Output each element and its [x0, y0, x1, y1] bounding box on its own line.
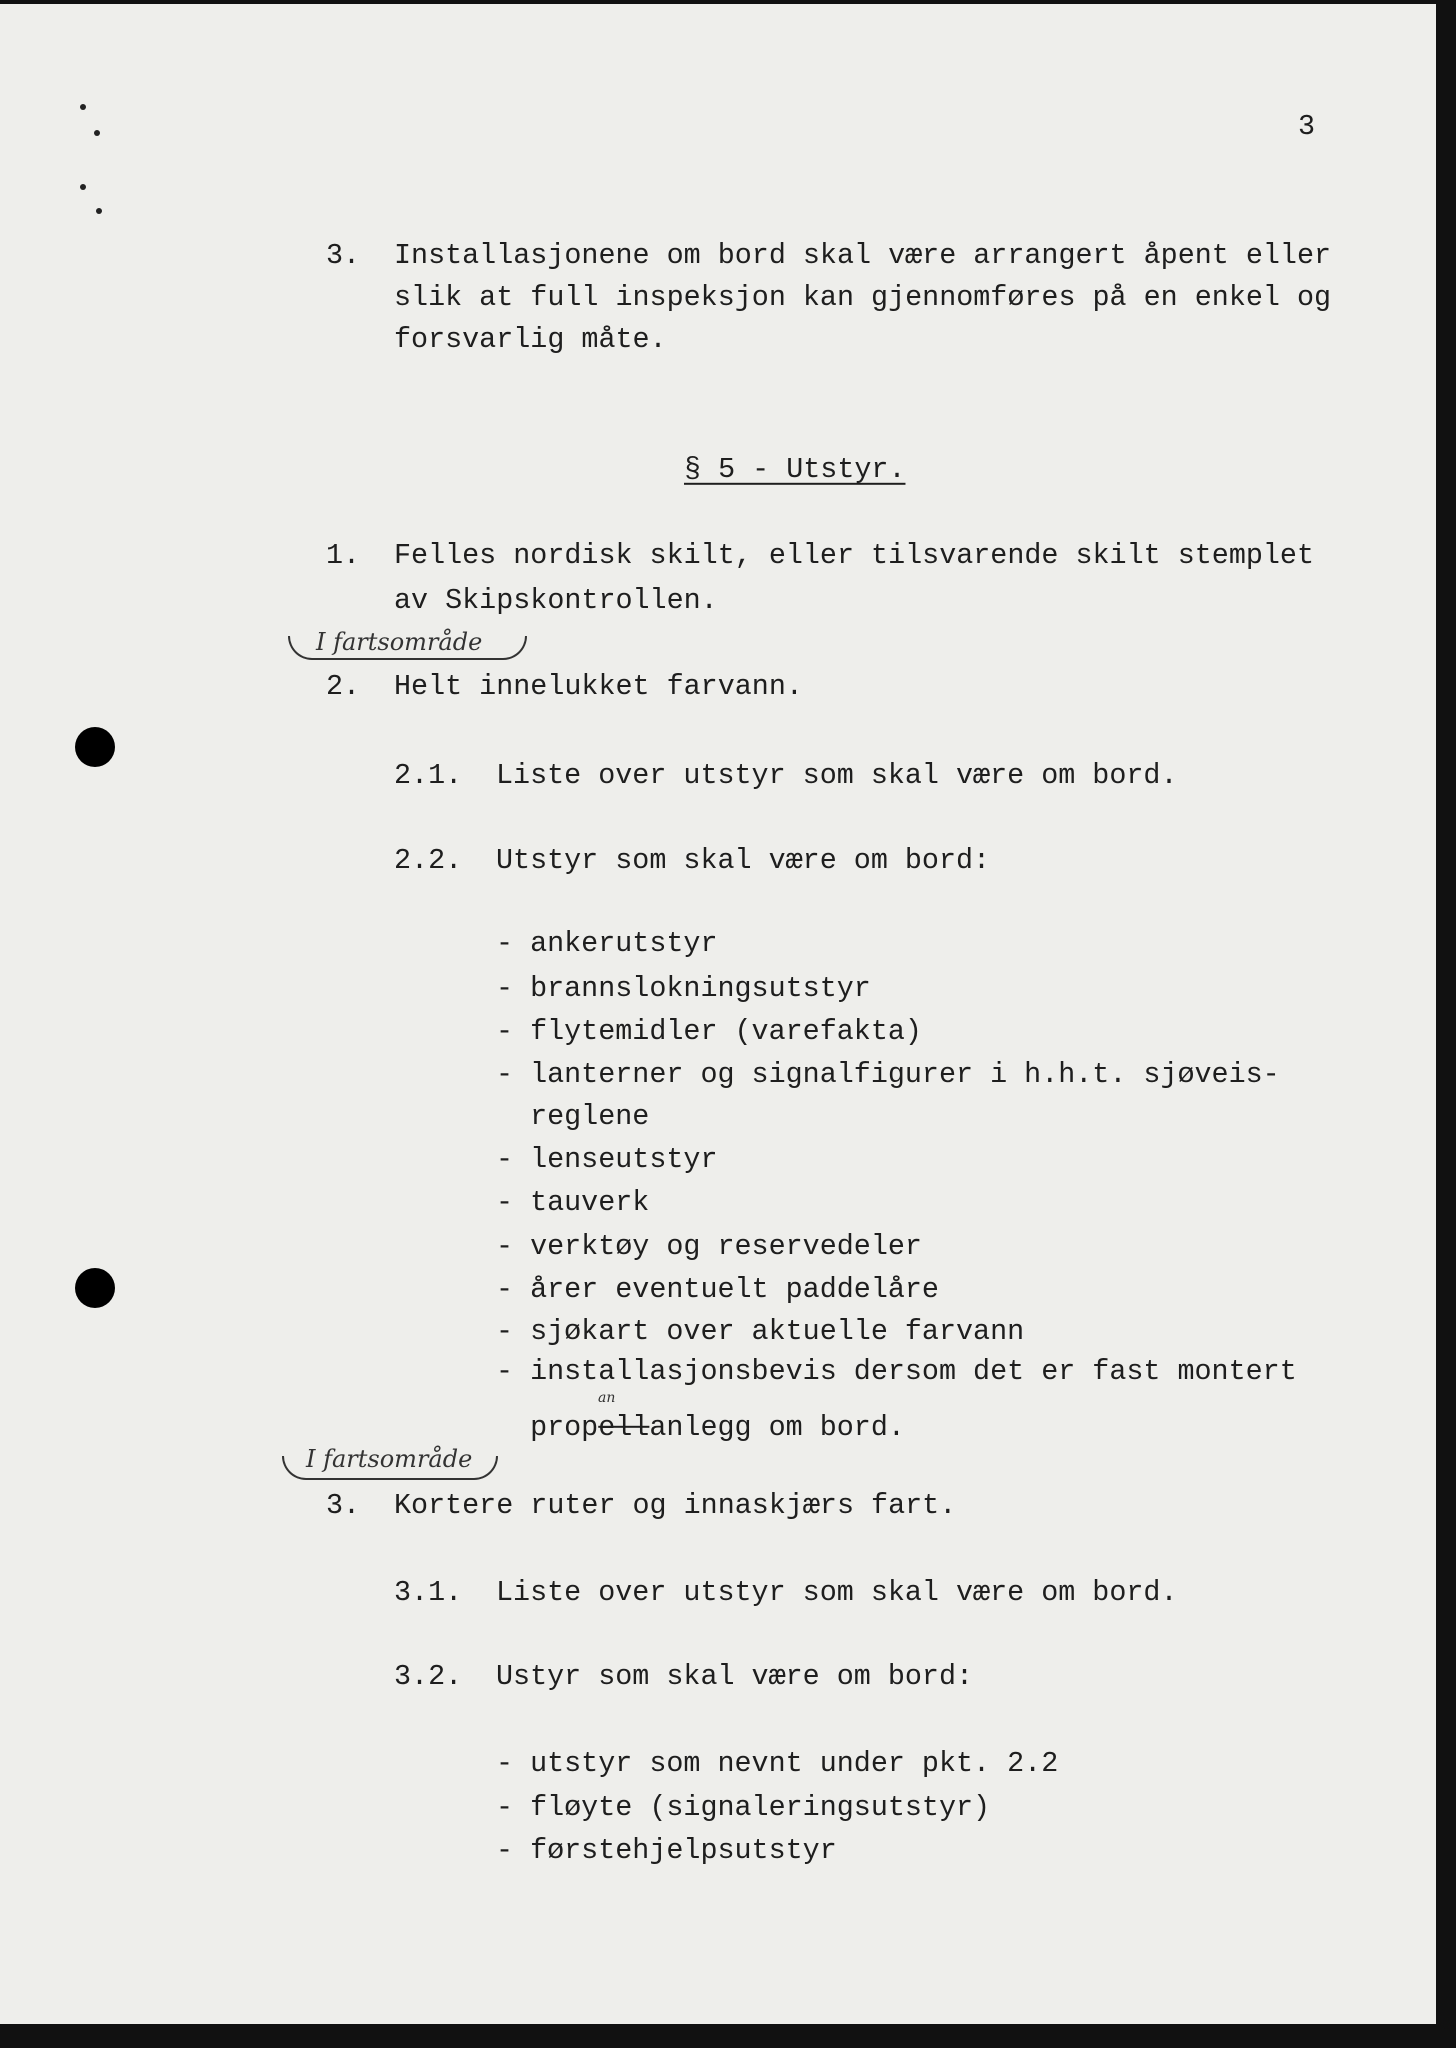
handwritten-annotation: I fartsområde — [306, 1445, 473, 1473]
list-item — [496, 1410, 905, 1444]
list-item: - installasjonsbevis dersom det er fast montert — [496, 1354, 1297, 1388]
list-item: - årer eventuelt paddelåre — [496, 1272, 939, 1306]
item-number: 3.1. — [394, 1575, 463, 1609]
list-item: - tauverk — [496, 1185, 650, 1219]
item-number: 3.2. — [394, 1659, 463, 1693]
paragraph-line: Liste over utstyr som skal være om bord. — [496, 758, 1178, 792]
punch-hole — [75, 1268, 115, 1308]
paragraph-line: Liste over utstyr som skal være om bord. — [496, 1575, 1178, 1609]
paragraph-line: Utstyr som skal være om bord: — [496, 843, 991, 877]
paragraph-line: Installasjonene om bord skal være arrangert åpent eller — [394, 238, 1332, 272]
list-item: - lenseutstyr — [496, 1142, 718, 1176]
scan-speck — [94, 130, 100, 136]
paragraph-line: slik at full inspeksjon kan gjennomføres på en enkel og — [394, 280, 1332, 314]
list-item: - fløyte (signaleringsutstyr) — [496, 1790, 991, 1824]
list-item: - brannslokningsutstyr — [496, 971, 871, 1005]
item-number: 1. — [326, 538, 361, 572]
paragraph-line: Ustyr som skal være om bord: — [496, 1659, 974, 1693]
list-item: - sjøkart over aktuelle farvann — [496, 1314, 1025, 1348]
list-item: - lanterner og signalfigurer i h.h.t. sjøveis- — [496, 1057, 1280, 1091]
page-number: 3 — [1298, 109, 1316, 143]
item-number: 3. — [326, 1488, 361, 1522]
handwritten-brace — [288, 636, 527, 660]
list-item: reglene — [496, 1099, 650, 1133]
scan-speck — [96, 208, 102, 214]
subsection-title: Helt innelukket farvann. — [394, 669, 803, 703]
document-page — [0, 4, 1436, 2024]
paragraph-line: Felles nordisk skilt, eller tilsvarende skilt stemplet — [394, 538, 1315, 572]
list-item: - førstehjelpsutstyr — [496, 1833, 837, 1867]
section-heading: § 5 - Utstyr. — [684, 452, 906, 486]
paragraph-line: av Skipskontrollen. — [394, 583, 718, 617]
struck-text: ell — [598, 1410, 650, 1444]
punch-hole — [75, 727, 115, 767]
scan-speck — [80, 184, 86, 190]
paragraph-line: forsvarlig måte. — [394, 322, 667, 356]
list-item: - verktøy og reservedeler — [496, 1229, 922, 1263]
handwritten-brace — [282, 1456, 498, 1480]
list-item: - flytemidler (varefakta) — [496, 1014, 922, 1048]
handwritten-annotation: I fartsområde — [316, 628, 483, 656]
item-number: 2. — [326, 669, 361, 703]
item-number: 2.2. — [394, 843, 463, 877]
item-number: 2.1. — [394, 758, 463, 792]
handwritten-insertion: an — [598, 1390, 616, 1406]
subsection-title: Kortere ruter og innaskjærs fart. — [394, 1488, 957, 1522]
item-number: 3. — [326, 238, 361, 272]
scan-speck — [80, 104, 86, 110]
list-item: - ankerutstyr — [496, 926, 718, 960]
list-item: - utstyr som nevnt under pkt. 2.2 — [496, 1746, 1059, 1780]
text: anlegg om bord. — [649, 1410, 905, 1444]
text: prop — [496, 1410, 599, 1444]
